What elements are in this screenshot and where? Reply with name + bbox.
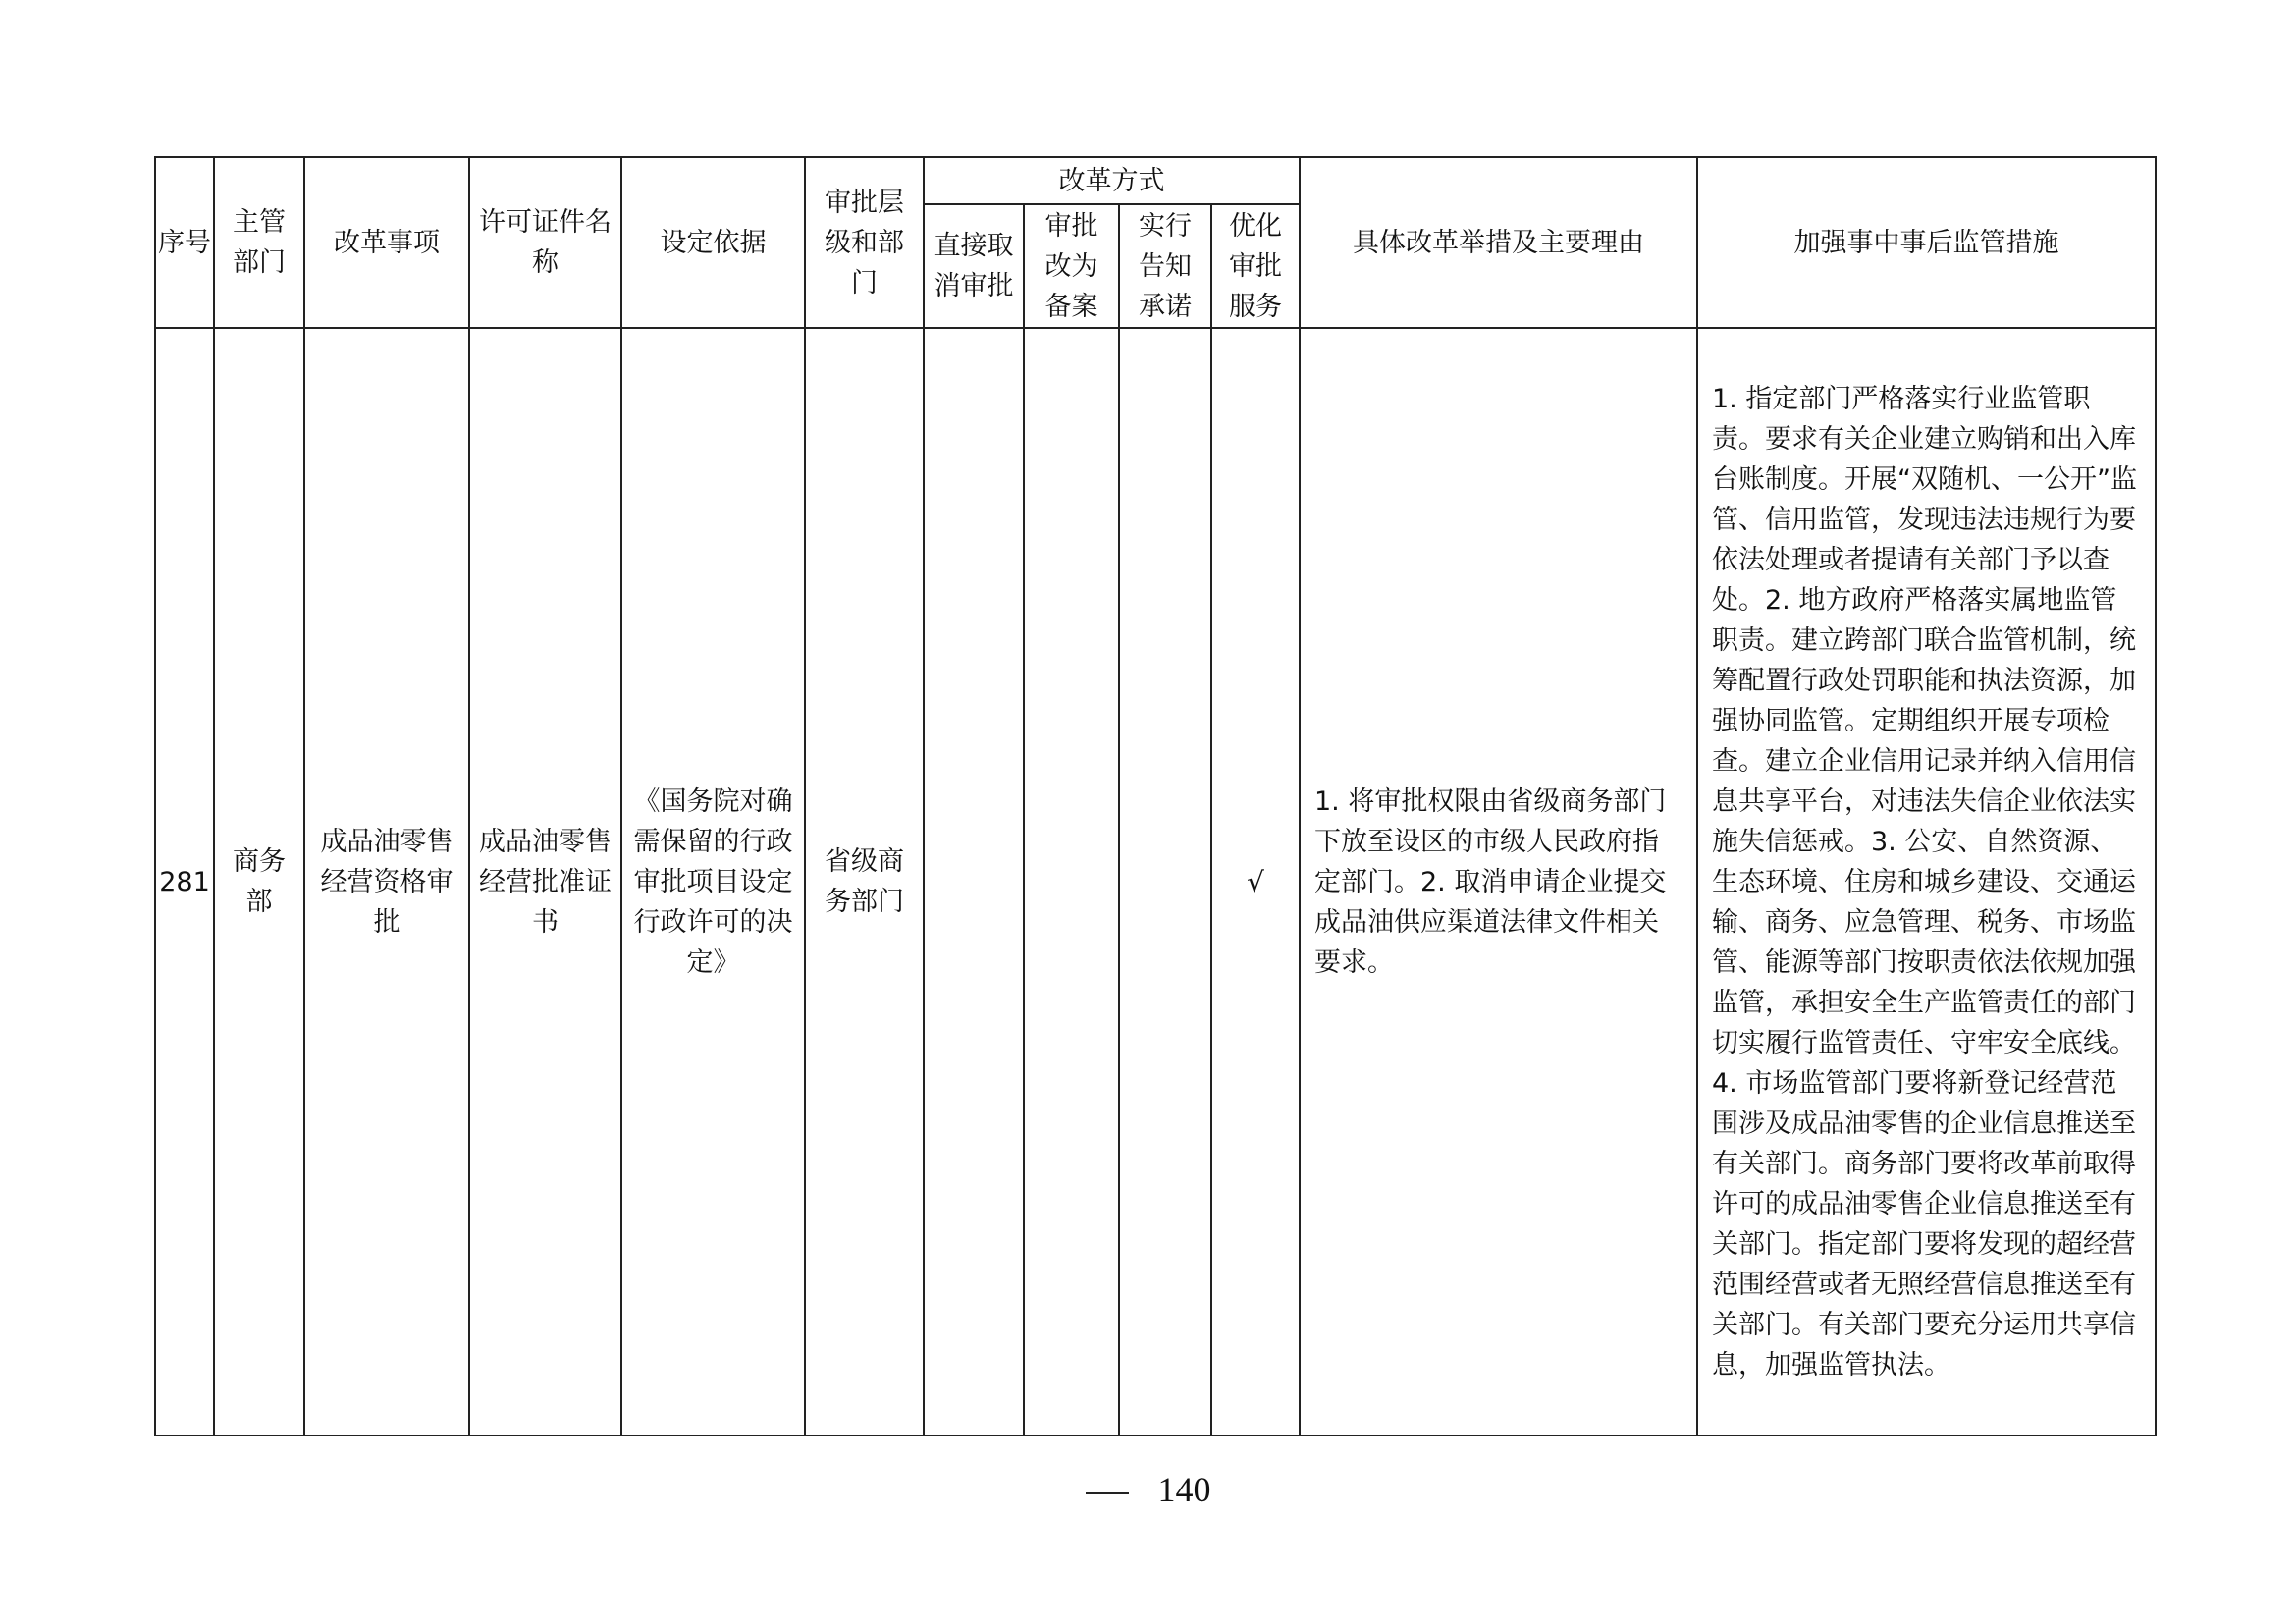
header-method-group: 改革方式 (924, 157, 1300, 204)
header-measures: 具体改革举措及主要理由 (1300, 157, 1697, 328)
page-number: 140 (0, 1469, 2296, 1510)
cell-method-optimize (1211, 328, 1300, 1435)
header-dept: 主管部门 (214, 157, 304, 328)
header-license: 许可证件名称 (469, 157, 621, 328)
cell-measures: 1. 将审批权限由省级商务部门下放至设区的市级人民政府指定部门。2. 取消申请企业提交成品油供应渠道法律文件相关要求。 (1300, 328, 1697, 1435)
reform-table (154, 156, 2157, 1436)
cell-seq: 281 (155, 328, 214, 1435)
header-method-record: 审批改为备案 (1024, 204, 1119, 328)
header-method-cancel: 直接取消审批 (924, 204, 1024, 328)
cell-supervision: 1. 指定部门严格落实行业监管职责。要求有关企业建立购销和出入库台账制度。开展“双随机、一公开”监管、信用监管，发现违法违规行为要依法处理或者提请有关部门予以查处。2. 地方政府严格落实属地监管职责。建立跨部门联合监管机制，统筹配置行政处罚职能和执法资源，加强协同监管。定期组织开展专项检查。建立企业信用记录并纳入信用信息共享平台，对违法失信企业依法实施失信惩戒。3. 公安、自然资源、生态环境、住房和城乡建设、交通运输、商务、应急管理、税务、市场监管、能源等部门按职责依法依规加强监管，承担安全生产监管责任的部门切实履行监管责任、守牢安全底线。4. 市场监管部门要将新登记经营范围涉及成品油零售的企业信息推送至有关部门。商务部门要将改革前取得许可的成品油零售企业信息推送至有关部门。指定部门要将发现的超经营范围经营或者无照经营信息推送至有关部门。有关部门要充分运用共享信息，加强监管执法。 (1697, 328, 2156, 1435)
cell-item: 成品油零售经营资格审批 (304, 328, 469, 1435)
header-supervision: 加强事中事后监管措施 (1697, 157, 2156, 328)
cell-method-cancel (924, 328, 1024, 1435)
cell-license: 成品油零售经营批准证书 (469, 328, 621, 1435)
header-item: 改革事项 (304, 157, 469, 328)
checkmark-icon: √ (1247, 865, 1264, 898)
header-method-optimize: 优化审批服务 (1211, 204, 1300, 328)
cell-method-record (1024, 328, 1119, 1435)
cell-level: 省级商务部门 (805, 328, 924, 1435)
header-seq: 序号 (155, 157, 214, 328)
cell-dept: 商务部 (214, 328, 304, 1435)
table-row (155, 328, 2156, 1435)
header-level: 审批层级和部门 (805, 157, 924, 328)
page-number-dash (1086, 1492, 1129, 1494)
header-basis: 设定依据 (621, 157, 805, 328)
header-method-notify: 实行告知承诺 (1119, 204, 1211, 328)
cell-basis: 《国务院对确需保留的行政审批项目设定行政许可的决定》 (621, 328, 805, 1435)
cell-method-notify (1119, 328, 1211, 1435)
